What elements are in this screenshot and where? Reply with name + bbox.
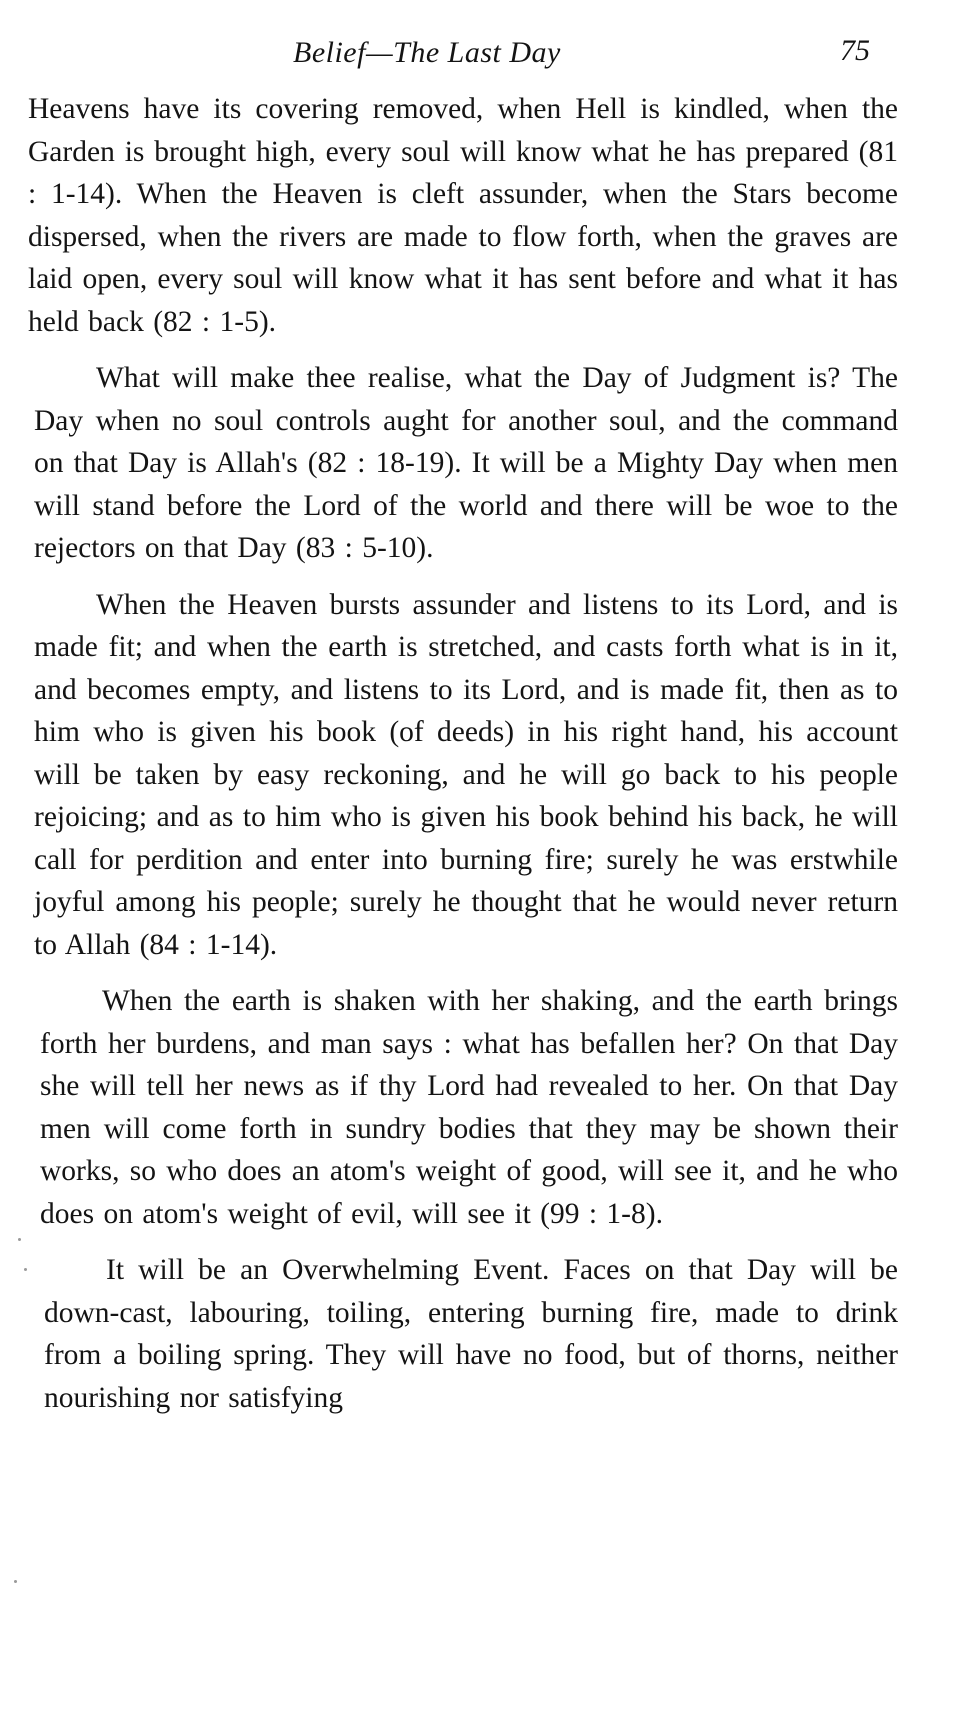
running-head xyxy=(28,30,898,80)
paragraph-2: What will make thee realise, what the Day of Judgment is? The Day when no soul controls aught for another soul, and the command on that Day is Allah's (82 : 18-19). It will be a Mighty Day when men will stand before the Lord of the world and there will be woe to the rejectors on that Day (83 : 5-10). xyxy=(34,362,898,564)
scan-speck xyxy=(14,1580,17,1583)
page-number: 75 xyxy=(840,34,870,67)
paragraph-4: When the earth is shaken with her shaking, and the earth brings forth her burdens, and man says : what has befallen her? On that Day she will tell her news as if thy Lord had revealed to her. On that Day men will come forth in sundry bodies that they may be shown their works, so who does an atom's weight of good, will see it, and he who does on atom's weight of evil, will see it (99 : 1-8). xyxy=(40,985,898,1230)
running-title: Belief—The Last Day xyxy=(293,36,561,69)
scan-speck xyxy=(24,1268,27,1271)
paragraph-3: When the Heaven bursts assunder and listens to its Lord, and is made fit; and when the earth is stretched, and casts forth what is in it, and becomes empty, and listens to its Lord, and is made fit, then as to him who is given his book (of deeds) in his right hand, his account will be taken by easy reckoning, and he will go back to his people rejoicing; and as to him who is given his book behind his back, he will call for perdition and enter into burning fire; surely he was erstwhile joyful among his people; surely he thought that he would never return to Allah (84 : 1-14). xyxy=(34,588,898,961)
paragraph-5: It will be an Overwhelming Event. Faces on that Day will be down-cast, labouring, toiling, entering burning fire, made to drink from a boiling spring. They will have no food, but of thorns, neither nourishing nor satisfying xyxy=(44,1254,898,1414)
scan-speck xyxy=(18,1238,21,1241)
paragraph-1: Heavens have its covering removed, when Hell is kindled, when the Garden is brought high, every soul will know what he has prepared (81 : 1-14). When the Heaven is cleft assunder, when the Stars become dispersed, when the rivers are made to flow forth, when the graves are laid open, every soul will know what it has sent before and what it has held back (82 : 1-5). xyxy=(28,93,898,338)
